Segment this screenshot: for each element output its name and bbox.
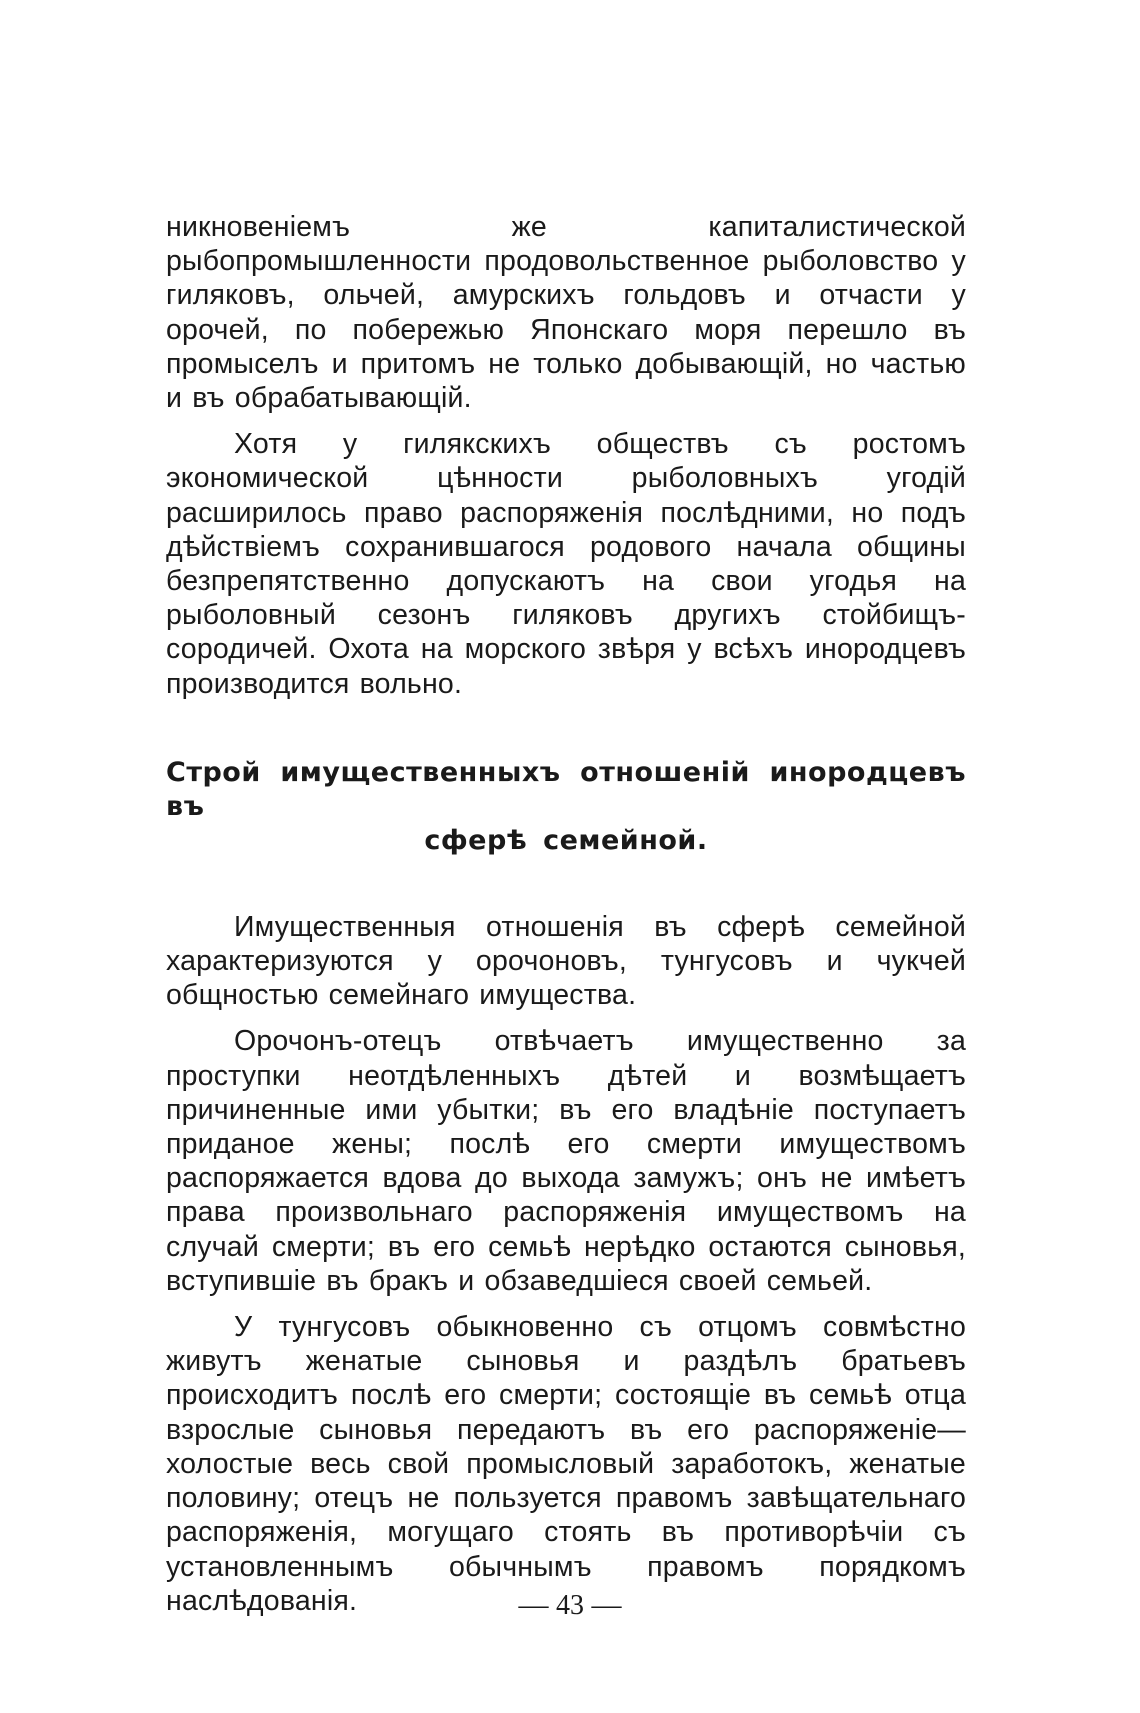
page-number — [0, 1588, 1140, 1623]
section-heading-line-1: Строй имущественныхъ отношенiй инородцевъ въ — [166, 756, 966, 822]
paragraph-tungus-inheritance: У тунгусовъ обыкновенно съ отцомъ совмѣстно живутъ женатые сыновья и раздѣлъ братьевъ происходитъ послѣ его смерти; состоящiе въ семьѣ отца взрослые сыновья передаютъ въ его распоряженiе— холостые весь свой промысловый заработокъ, женатые половину; отецъ не пользуется правомъ завѣщательнаго распоряженiя, могущаго стоять въ противорѣчiи съ установленнымъ обычнымъ правомъ порядкомъ наслѣдованiя. — [166, 1311, 966, 1617]
paragraph-family-property: Имущественныя отношенiя въ сферѣ семейной характеризуются у орочоновъ, тунгусовъ и чукчей общностью семейнаго имущества. — [166, 910, 966, 1012]
section-heading-line-2: сферѣ семейной. — [424, 824, 708, 856]
paragraph-continued: никновенiемъ же капиталистической рыбопромышленности продовольственное рыболовство у гиляковъ, ольчей, амурскихъ гольдовъ и отчасти у орочей, по побережью Японскаго моря перешло въ промыселъ и притомъ не только добывающiй, но частью и въ обрабатывающiй. — [166, 211, 966, 415]
page-number-dash-right: — — [591, 1588, 622, 1621]
paragraph-orochon-father: Орочонъ-отецъ отвѣчаетъ имущественно за проступки неотдѣленныхъ дѣтей и возмѣщаетъ причиненные ими убытки; въ его владѣнiе поступаетъ приданое жены; послѣ его смерти имуществомъ распоряжается вдова до выхода замужъ; онъ не имѣетъ права произвольнаго распоряженiя имуществомъ на случай смерти; въ его семьѣ нерѣдко остаются сыновья, вступившiе въ бракъ и обзаведшiеся своей семьей. — [166, 1025, 966, 1297]
page-number-dash-left: — — [518, 1588, 549, 1621]
page-number-value: 43 — [556, 1590, 584, 1621]
paragraph-gilyak-fishing-rights: Хотя у гилякскихъ обществъ съ ростомъ экономической цѣнности рыболовныхъ угодiй расширилось право распоряженiя послѣдними, но подъ дѣйствiемъ сохранившагося родового начала общины безпрепятственно допускаютъ на свои угодья на рыболовный сезонъ гиляковъ другихъ стойбищъ-сородичей. Охота на морского звѣря у всѣхъ инородцевъ производится вольно. — [166, 428, 966, 700]
section-heading — [166, 756, 966, 858]
text-block — [166, 210, 966, 1618]
